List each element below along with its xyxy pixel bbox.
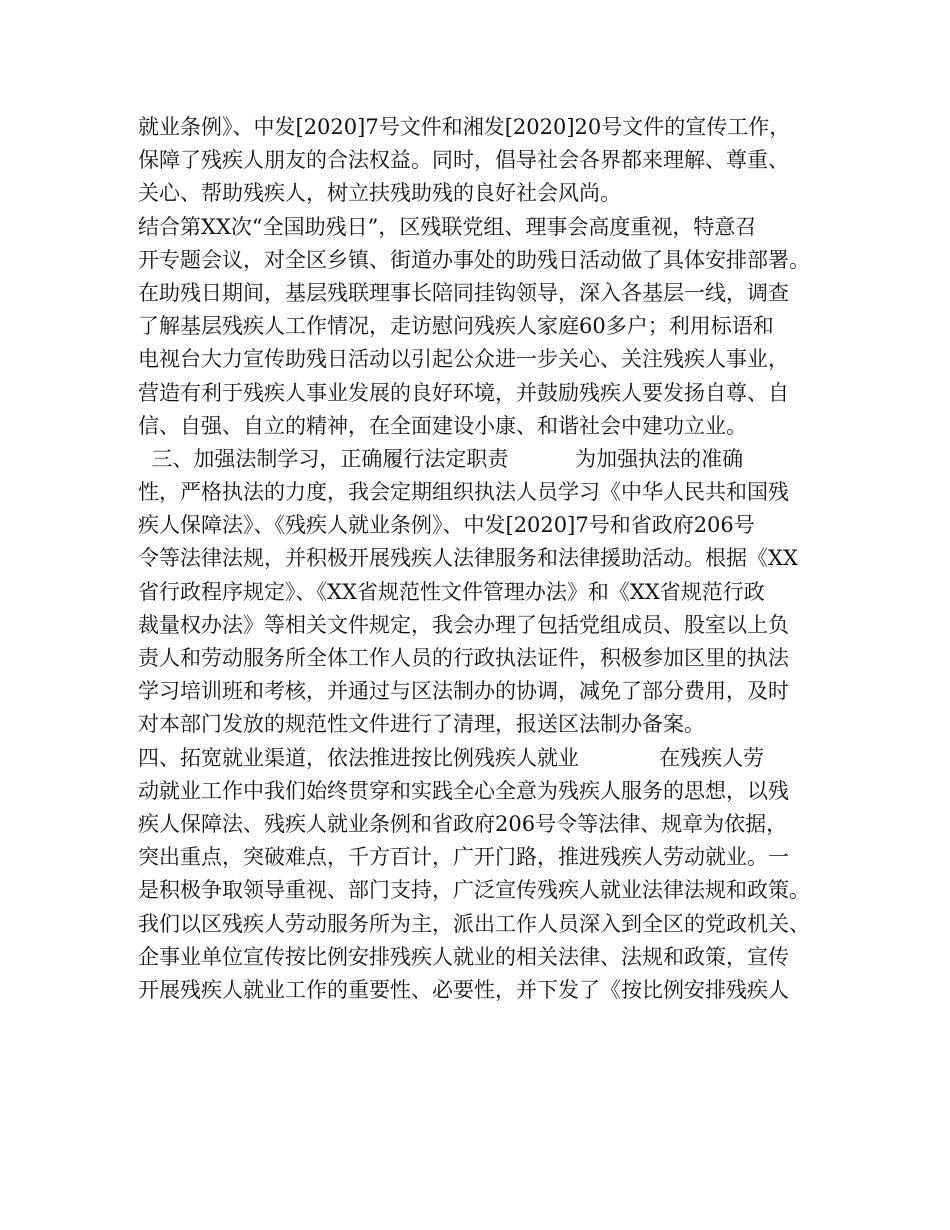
paragraph-line: 保障了残疾人朋友的合法权益。同时，倡导社会各界都来理解、尊重、 xyxy=(138,148,789,173)
paragraph-line: 关心、帮助残疾人，树立扶残助残的良好社会风尚。 xyxy=(138,181,621,206)
paragraph-line: 企事业单位宣传按比例安排残疾人就业的相关法律、法规和政策，宣传 xyxy=(138,944,789,969)
paragraph-line: 在助残日期间，基层残联理事长陪同挂钩领导，深入各基层一线，调查 xyxy=(138,280,789,305)
paragraph-line: 开专题会议，对全区乡镇、街道办事处的助残日活动做了具体安排部署。 xyxy=(138,247,810,272)
paragraph-line: 了解基层残疾人工作情况，走访慰问残疾人家庭60多户；利用标语和 xyxy=(138,314,774,339)
paragraph-line: 裁量权办法》等相关文件规定，我会办理了包括党组成员、股室以上负 xyxy=(138,612,789,637)
paragraph-line: 责人和劳动服务所全体工作人员的行政执法证件，积极参加区里的执法 xyxy=(138,646,789,670)
paragraph-line: 对本部门发放的规范性文件进行了清理，报送区法制办备案。 xyxy=(138,712,705,737)
document-body xyxy=(138,111,828,1007)
paragraph-line: 性，严格执法的力度，我会定期组织执法人员学习《中华人民共和国残 xyxy=(138,480,789,505)
paragraph-line: 是积极争取领导重视、部门支持，广泛宣传残疾人就业法律法规和政策。 xyxy=(138,878,810,903)
paragraph-line: 结合第XX次“全国助残日”，区残联党组、理事会高度重视，特意召 xyxy=(138,214,757,239)
paragraph-line: 开展残疾人就业工作的重要性、必要性，并下发了《按比例安排残疾人 xyxy=(138,977,789,1002)
paragraph-line: 四、拓宽就业渠道，依法推进按比例残疾人就业 在残疾人劳 xyxy=(138,745,765,770)
paragraph-line: 营造有利于残疾人事业发展的良好环境，并鼓励残疾人要发扬自尊、自 xyxy=(138,380,789,405)
paragraph-line: 疾人保障法、残疾人就业条例和省政府206号令等法律、规章为依据， xyxy=(138,811,788,836)
paragraph-line: 信、自强、自立的精神，在全面建设小康、和谐社会中建功立业。 xyxy=(138,413,747,438)
paragraph-line: 疾人保障法》、《残疾人就业条例》、中发[2020]7号和省政府206号 xyxy=(138,513,755,538)
paragraph-line: 三、加强法制学习，正确履行法定职责 为加强执法的准确 xyxy=(138,446,744,471)
paragraph-line: 令等法律法规，并积极开展残疾人法律服务和法律援助活动。根据《XX xyxy=(138,546,798,571)
paragraph-line: 省行政程序规定》、《XX省规范性文件管理办法》和《XX省规范行政 xyxy=(138,579,765,604)
paragraph-line: 我们以区残疾人劳动服务所为主，派出工作人员深入到全区的党政机关、 xyxy=(138,911,810,936)
paragraph-line: 动就业工作中我们始终贯穿和实践全心全意为残疾人服务的思想，以残 xyxy=(138,778,789,803)
paragraph-line: 学习培训班和考核，并通过与区法制办的协调，减免了部分费用，及时 xyxy=(138,679,789,704)
paragraph-line: 电视台大力宣传助残日活动以引起公众进一步关心、关注残疾人事业， xyxy=(138,347,789,372)
paragraph-line: 突出重点，突破难点，千方百计，广开门路，推进残疾人劳动就业。一 xyxy=(138,845,789,870)
paragraph-line: 就业条例》、中发[2020]7号文件和湘发[2020]20号文件的宣传工作， xyxy=(138,115,791,139)
